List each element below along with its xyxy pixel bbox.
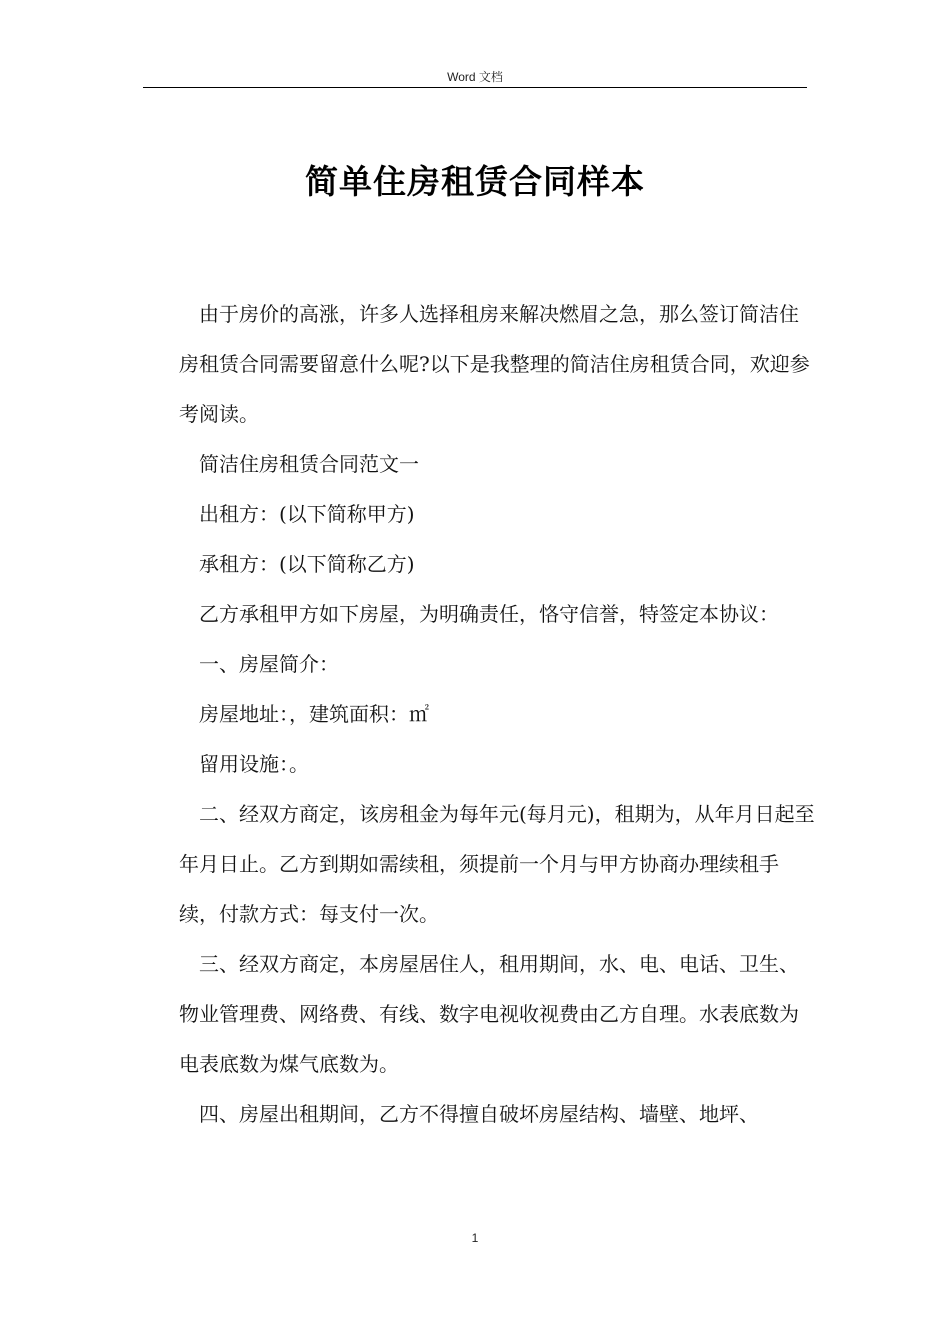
page-number: 1 — [471, 1231, 479, 1245]
paragraph-facilities: 留用设施：。 — [199, 752, 309, 776]
paragraph-agreement-preamble: 乙方承租甲方如下房屋，为明确责任，恪守信誉，特签定本协议： — [199, 602, 779, 626]
paragraph-lessor: 出租方：(以下简称甲方) — [199, 502, 415, 526]
paragraph-intro: 由于房价的高涨，许多人选择租房来解决燃眉之急，那么签订简洁住房租赁合同需要留意什么呢?以下是我整理的简洁住房租赁合同，欢迎参考阅读。 — [179, 302, 810, 426]
paragraph-address: 房屋地址：，建筑面积：㎡ — [199, 702, 429, 726]
paragraph-section-3: 三、经双方商定，本房屋居住人，租用期间，水、电、电话、卫生、物业管理费、网络费、有线、数字电视收视费由乙方自理。水表底数为电表底数为煤气底数为。 — [179, 952, 799, 1076]
paragraph-section-2: 二、经双方商定，该房租金为每年元(每月元)，租期为，从年月日起至年月日止。乙方到期如需续租，须提前一个月与甲方协商办理续租手续，付款方式：每支付一次。 — [179, 802, 815, 926]
paragraph-sample-heading: 简洁住房租赁合同范文一 — [199, 452, 419, 476]
page-header: Word 文档 — [447, 70, 503, 84]
paragraph-lessee: 承租方：(以下简称乙方) — [199, 552, 415, 576]
paragraph-section-4: 四、房屋出租期间，乙方不得擅自破坏房屋结构、墙壁、地坪、 — [199, 1102, 759, 1126]
document-body — [179, 289, 817, 1139]
document-title: 简单住房租赁合同样本 — [305, 162, 645, 201]
paragraph-section-1-heading: 一、房屋简介： — [199, 652, 339, 676]
header-divider — [143, 87, 807, 88]
